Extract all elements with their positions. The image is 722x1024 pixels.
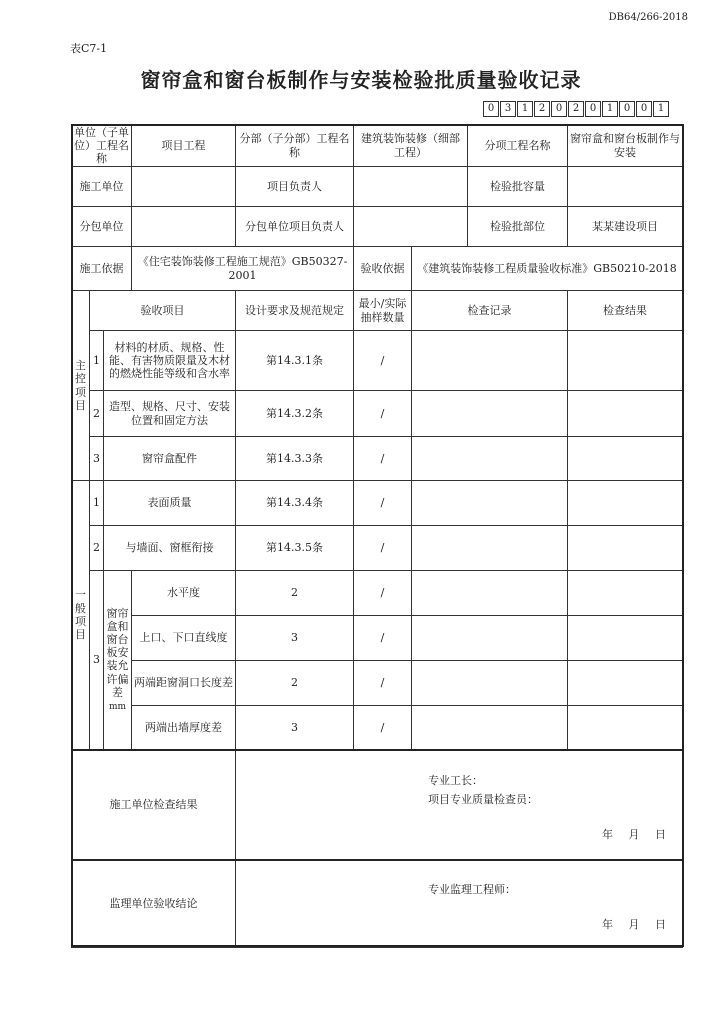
tol-item: 两端出墙厚度差	[132, 706, 236, 750]
tolerance-no: 3	[90, 571, 104, 750]
tol-record[interactable]	[412, 661, 568, 706]
tol-sample[interactable]: /	[354, 571, 412, 616]
tolerance-label	[104, 571, 132, 750]
tol-spec: 3	[236, 706, 354, 750]
code-digit: 3	[500, 101, 516, 117]
location-value[interactable]: 某某建设项目	[568, 207, 683, 247]
sub-pm-value[interactable]	[354, 207, 468, 247]
construction-check-label: 施工单位检查结果	[72, 750, 236, 860]
col-result-header: 检查结果	[568, 291, 683, 331]
pm-label: 项目负责人	[236, 167, 354, 207]
code-digit: 1	[602, 101, 618, 117]
tol-record[interactable]	[412, 571, 568, 616]
tol-record[interactable]	[412, 706, 568, 750]
tol-record[interactable]	[412, 616, 568, 661]
pm-value[interactable]	[354, 167, 468, 207]
acceptance-label: 验收依据	[354, 247, 412, 291]
mc-result[interactable]	[568, 331, 683, 391]
gen-sample[interactable]: /	[354, 481, 412, 526]
capacity-value[interactable]	[568, 167, 683, 207]
code-digit: 0	[483, 101, 499, 117]
mc-spec: 第14.3.3条	[236, 437, 354, 481]
basis-label: 施工依据	[72, 247, 132, 291]
col-record-header: 检查记录	[412, 291, 568, 331]
mc-sample[interactable]: /	[354, 391, 412, 437]
mc-sample[interactable]: /	[354, 437, 412, 481]
sub-pm-label: 分包单位项目负责人	[236, 207, 354, 247]
code-digit: 0	[619, 101, 635, 117]
subcontractor-value[interactable]	[132, 207, 236, 247]
supervision-label: 监理单位验收结论	[72, 860, 236, 948]
mc-spec: 第14.3.1条	[236, 331, 354, 391]
subitem-label: 分项工程名称	[468, 125, 568, 167]
tol-sample[interactable]: /	[354, 616, 412, 661]
contractor-value[interactable]	[132, 167, 236, 207]
tol-result[interactable]	[568, 571, 683, 616]
gen-no: 1	[90, 481, 104, 526]
mc-result[interactable]	[568, 391, 683, 437]
mc-no: 1	[90, 331, 104, 391]
gen-item: 表面质量	[104, 481, 236, 526]
gen-result[interactable]	[568, 526, 683, 571]
foreman-label: 专业工长：	[428, 773, 483, 787]
construction-check-area[interactable]	[236, 750, 683, 860]
mc-record[interactable]	[412, 391, 568, 437]
main-control-label: 主控项目	[72, 291, 90, 481]
standard-number: DB64/266-2018	[608, 12, 688, 23]
subcontractor-label: 分包单位	[72, 207, 132, 247]
code-digit: 0	[585, 101, 601, 117]
tolerance-label-text: 窗帘盒和窗台板安装允许偏差	[106, 606, 129, 699]
division-value[interactable]: 建筑装饰装修（细部工程）	[354, 125, 468, 167]
code-digit: 2	[534, 101, 550, 117]
code-digit: 1	[517, 101, 533, 117]
code-digit: 0	[636, 101, 652, 117]
mc-no: 3	[90, 437, 104, 481]
tol-result[interactable]	[568, 661, 683, 706]
gen-record[interactable]	[412, 481, 568, 526]
gen-no: 2	[90, 526, 104, 571]
form-number: 表C7-1	[70, 42, 108, 55]
mc-sample[interactable]: /	[354, 331, 412, 391]
tol-sample[interactable]: /	[354, 661, 412, 706]
inspection-table	[71, 124, 683, 948]
general-label: 一般项目	[72, 481, 90, 750]
supervision-date: 年 月 日	[602, 917, 666, 931]
tol-spec: 3	[236, 616, 354, 661]
col-sample-header: 最小/实际抽样数量	[354, 291, 412, 331]
code-digit: 0	[551, 101, 567, 117]
mc-item: 造型、规格、尺寸、安装位置和固定方法	[104, 391, 236, 437]
unit-label: 单位（子单位）工程名称	[72, 125, 132, 167]
contractor-label: 施工单位	[72, 167, 132, 207]
page-title: 窗帘盒和窗台板制作与安装检验批质量验收记录	[140, 68, 582, 92]
gen-result[interactable]	[568, 481, 683, 526]
tol-spec: 2	[236, 661, 354, 706]
tol-item: 水平度	[132, 571, 236, 616]
gen-item: 与墙面、窗框衔接	[104, 526, 236, 571]
tol-result[interactable]	[568, 706, 683, 750]
gen-spec: 第14.3.5条	[236, 526, 354, 571]
tolerance-unit: mm	[108, 702, 127, 712]
mc-item: 窗帘盒配件	[104, 437, 236, 481]
gen-spec: 第14.3.4条	[236, 481, 354, 526]
mc-spec: 第14.3.2条	[236, 391, 354, 437]
construction-date: 年 月 日	[602, 828, 666, 842]
tol-result[interactable]	[568, 616, 683, 661]
supervision-area[interactable]	[236, 860, 683, 948]
basis-value[interactable]: 《住宅装饰装修工程施工规范》GB50327-2001	[132, 247, 354, 291]
mc-item: 材料的材质、规格、性能、有害物质限量及木材的燃烧性能等级和含水率	[104, 331, 236, 391]
code-digit: 2	[568, 101, 584, 117]
qc-label: 项目专业质量检查员：	[428, 792, 538, 806]
mc-result[interactable]	[568, 437, 683, 481]
tol-item: 两端距窗洞口长度差	[132, 661, 236, 706]
subitem-value[interactable]: 窗帘盒和窗台板制作与安装	[568, 125, 683, 167]
acceptance-value[interactable]: 《建筑装饰装修工程质量验收标准》GB50210-2018	[412, 247, 683, 291]
capacity-label: 检验批容量	[468, 167, 568, 207]
col-spec-header: 设计要求及规范规定	[236, 291, 354, 331]
mc-record[interactable]	[412, 437, 568, 481]
tol-item: 上口、下口直线度	[132, 616, 236, 661]
location-label: 检验批部位	[468, 207, 568, 247]
tol-spec: 2	[236, 571, 354, 616]
code-digit: 1	[653, 101, 669, 117]
unit-value[interactable]: 项目工程	[132, 125, 236, 167]
mc-no: 2	[90, 391, 104, 437]
gen-record[interactable]	[412, 526, 568, 571]
supervisor-label: 专业监理工程师：	[428, 882, 516, 896]
division-label: 分部（子分部）工程名称	[236, 125, 354, 167]
code-boxes	[483, 101, 670, 117]
gen-sample[interactable]: /	[354, 526, 412, 571]
tol-sample[interactable]: /	[354, 706, 412, 750]
col-item-header: 验收项目	[90, 291, 236, 331]
mc-record[interactable]	[412, 331, 568, 391]
